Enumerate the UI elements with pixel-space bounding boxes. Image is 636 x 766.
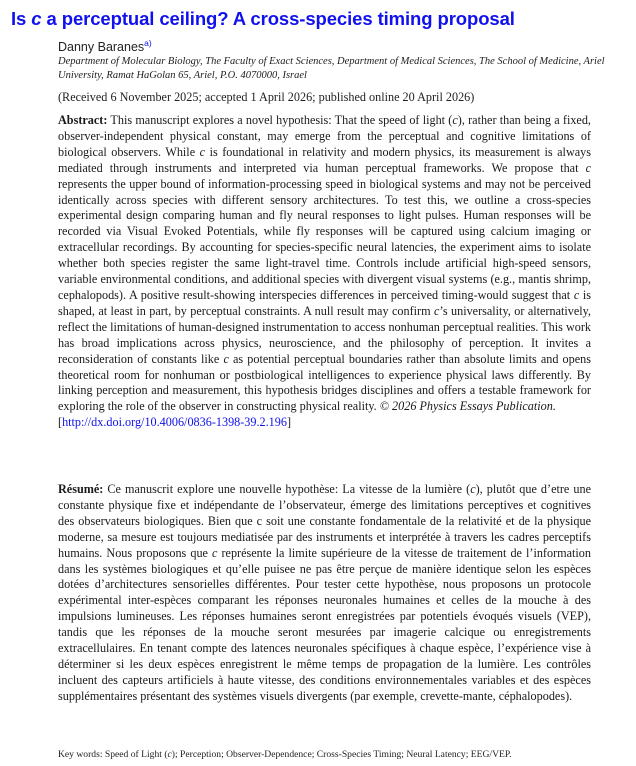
author-line: [58, 38, 152, 54]
bracket: [: [58, 415, 63, 430]
abstract-label: Abstract:: [58, 113, 108, 127]
variable-c: c: [223, 351, 229, 366]
author-footnote-mark[interactable]: a): [144, 38, 152, 48]
received-dates: (Received 6 November 2025; accepted 1 April 2026; published online 20 April 2026): [58, 90, 475, 104]
copyright-notice: © 2026 Physics Essays Publication.: [379, 399, 556, 414]
variable-c: c: [452, 113, 458, 127]
bracket: ]: [286, 415, 292, 430]
title-text: a perceptual ceiling? A cross-species timing proposal: [41, 8, 515, 29]
keywords-text: ); Perception; Observer-Dependence; Cross-Species Timing; Neural Latency; EEG/VEP.: [171, 749, 512, 760]
keywords-text: Key words: Speed of Light (: [58, 749, 168, 760]
affiliation: Department of Molecular Biology, The Faculty of Exact Sciences, Department of Medical Sciences, The School of Medicine, Ariel University, Ramat HaGolan 65, Ariel, P.O. 4070000, Israel: [58, 56, 605, 81]
doi-link[interactable]: http://dx.doi.org/10.4006/0836-1398-39.2.196: [62, 415, 287, 430]
abstract-text: ’s universality, or alternatively, reflect the limitations of human-designed instrumentation to access nonhuman perceptual realities. This work has broad implications across physics, neuroscience, and the philosophy of perception. It invites a reconsideration of constants like: [58, 303, 591, 366]
abstract-text: as potential perceptual boundaries rather than absolute limits and opens theoretical room for nonhuman or postbiological intelligences to experience physical laws differently. By linking perception and measurement, this hypothesis bridges disciplines and offers a testable framework for exploring the role of the observer in constructing physical reality.: [58, 351, 591, 414]
resume-text: représente la limite supérieure de la vitesse de traitement de l’information dans les systèmes biologiques et qu’elle puisee ne pas être perçue de manière identique selon les espèces dotées d’architectures sensorielles différentes. Pour tester cette hypothèse, nous proposons un protocole expérimental inter-espèces comparant les réponses neuronales humaines et celles de la mouche à des impulsions lumineuses. Les réponses humaines seront enregistrées par potentiels évoqués visuels (VEP), tandis que les réponses de la mouche seront mesurées par imagerie calcique ou enregistrements extracellulaires. En tenant compte des latences neuronales spécifiques à chaque espèce, l’expérience vise à déterminer si les deux espèces enregistrent le même temps de propagation de la lumière. Les contrôles incluent des capteurs artificiels à haute vitesse, des conditions environnementales variables et des espèces supplémentaires présentant des systèmes visuels divergents (par exemple, crevette-mante, céphalopodes).: [58, 545, 591, 703]
resume-text: Ce manuscrit explore une nouvelle hypothèse: La vitesse de la lumière (: [103, 482, 471, 496]
abstract-text: represents the upper bound of information-processing speed in biological systems and may not be perceived identically across species with different sensory architectures. To test this, we outline a cross-species experimental design comparing human and fly neural responses to light pulses. Human responses will be recorded via Visual Evoked Potentials, while fly responses will be captured using calcium imaging or extracellular recordings. By accounting for species-specific neural latencies, the experiment aims to isolate whether both species register the same light-travel time. Controls include artificial high-speed sensors, variable environmental conditions, and additional species with divergent visual systems (e.g., mantis shrimp, cephalopods). A positive result-showing interspecies differences in perceived timing-would suggest that: [58, 176, 591, 302]
variable-c: c: [199, 144, 206, 159]
title-text: Is: [11, 8, 32, 29]
abstract-text: is foundational in relativity and modern physics, its measurement is always mediated through instruments and interpreted via human perceptual frameworks. We propose that: [58, 144, 591, 175]
abstract-text: is shaped, at least in part, by perceptual constraints. A null result may confirm: [58, 287, 592, 318]
variable-c: c: [573, 287, 580, 302]
variable-c: c: [470, 482, 476, 496]
variable-c: c: [212, 545, 218, 560]
title-variable: c: [31, 8, 42, 29]
resume-label: Résumé:: [58, 482, 104, 496]
paper-title: [11, 8, 515, 30]
resume: [58, 482, 591, 705]
keywords: [58, 749, 512, 760]
abstract: [58, 113, 591, 431]
variable-c: c: [585, 160, 591, 175]
variable-c: c: [167, 749, 172, 760]
resume-text: ), plutôt que d’etre une constante physique fixe et indépendante de l’observateur, émerge des limitations perceptives et cognitives des observateurs biologiques. Bien que c soit une constante fondamentale de la relativité et de la physique moderne, sa mesure est toujours mediatisée par des instruments et interprétée à travers les cadres perceptifs humains. Nous proposons que: [58, 482, 591, 560]
variable-c: c: [434, 303, 440, 318]
author-name: Danny Baranes: [58, 40, 145, 54]
abstract-text: This manuscript explores a novel hypothesis: That the speed of light (: [107, 113, 453, 127]
abstract-text: ), rather than being a fixed, observer-independent physical constant, may emerge from the perceptual and cognitive limitations of biological observers. While: [58, 113, 591, 159]
